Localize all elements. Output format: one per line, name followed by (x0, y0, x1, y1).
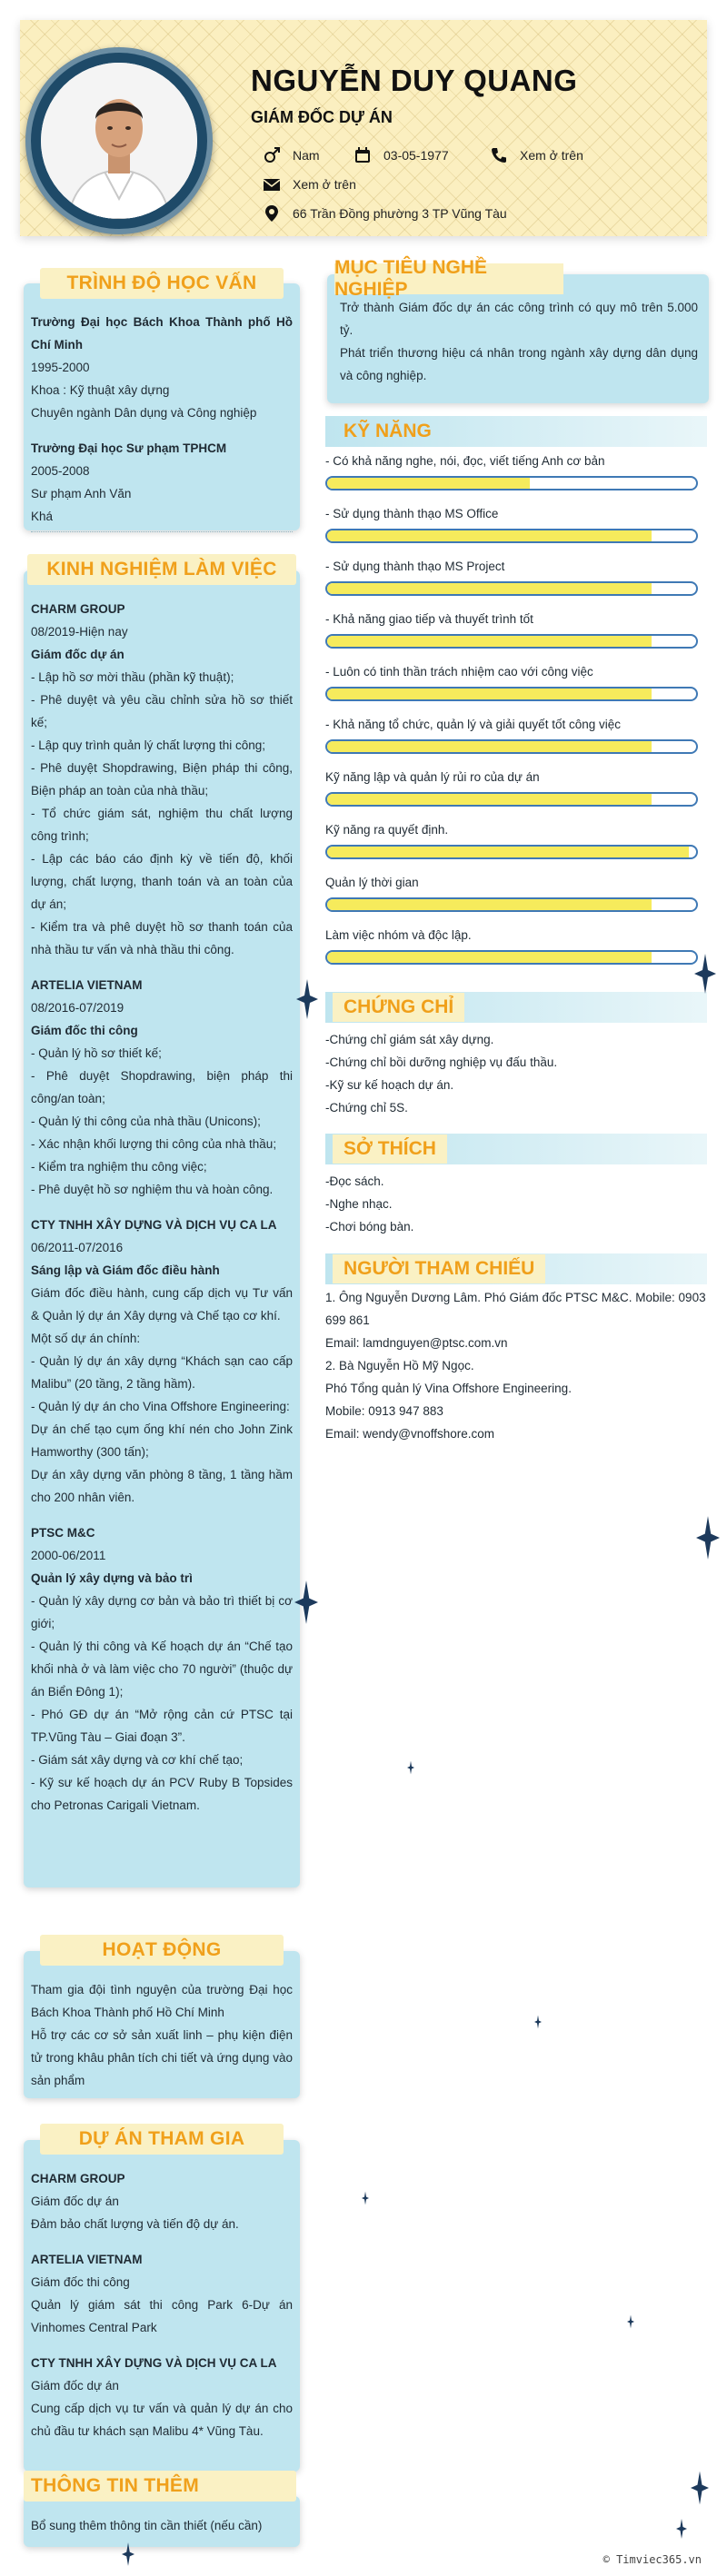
certificates-list (325, 1028, 707, 1119)
skill-bar (325, 634, 698, 649)
job-duty: - Quản lý thi công và Kế hoạch dự án “Chế tạo khối nhà ở và làm việc cho 70 người” (thuộc dự án Biển Đông 1); (31, 1640, 293, 1699)
job-duty: - Quản lý dự án cho Vina Offshore Engineering: (31, 1400, 290, 1413)
job-duty: - Phê duyệt Shopdrawing, Biện pháp thi công, Biện pháp an toàn của nhà thầu; (31, 761, 293, 798)
job-title: GIÁM ĐỐC DỰ ÁN (251, 108, 393, 126)
extra-section (24, 2496, 300, 2547)
skill-bar-fill (327, 478, 530, 489)
skill-bar-fill (327, 952, 652, 963)
goal-text: Trở thành Giám đốc dự án các công trình có quy mô trên 5.000 tỷ. (340, 301, 698, 337)
certificates-title-band (325, 992, 707, 1023)
reference-line: Mobile: 0913 947 883 (325, 1404, 443, 1418)
skill-label: Kỹ năng lập và quản lý rủi ro của dự án (325, 770, 540, 784)
skill-label: Kỹ năng ra quyết định. (325, 823, 449, 837)
reference-line: Phó Tổng quản lý Vina Offshore Engineering. (325, 1382, 572, 1395)
phone-value: Xem ở trên (520, 148, 583, 163)
job-duty: - Lập quy trình quản lý chất lượng thi công; (31, 738, 266, 752)
job-duty: - Phê duyệt Shopdrawing, biện pháp thi công/an toàn; (31, 1069, 293, 1105)
phone-icon (489, 145, 509, 165)
skill-bar-fill (327, 689, 652, 699)
skill-label: - Khả năng tổ chức, quản lý và giải quyết tốt công việc (325, 718, 621, 731)
education-section (24, 283, 300, 530)
job-duty: - Kỹ sư kế hoạch dự án PCV Ruby B Topsides cho Petronas Carigali Vietnam. (31, 1776, 293, 1812)
activity-text: Hỗ trợ các cơ sở sản xuất linh – phụ kiện điện tử trong khâu phân tích chi tiết và ứng dụng vào sản phẩm (31, 2028, 293, 2087)
job-period: 08/2019-Hiện nay (31, 625, 128, 639)
project-role: Giám đốc dự án (31, 2195, 119, 2208)
certificate-item: -Chứng chỉ 5S. (325, 1101, 408, 1115)
study-period: 1995-2000 (31, 361, 90, 374)
skill-bar-fill (327, 583, 652, 594)
footer-credit: © Timviec365.vn (603, 2553, 702, 2566)
job-role: Giám đốc thi công (31, 1024, 138, 1037)
job-duty: - Quản lý hồ sơ thiết kế; (31, 1046, 162, 1060)
hobby-item: -Đọc sách. (325, 1174, 384, 1188)
skill-bar-fill (327, 899, 652, 910)
skill-bar-fill (327, 530, 652, 541)
star-icon (296, 979, 318, 1019)
hobbies-title: SỞ THÍCH (333, 1134, 447, 1164)
job-duty: - Giám sát xây dựng và cơ khí chế tạo; (31, 1753, 244, 1767)
reference-line: 1. Ông Nguyễn Dương Lâm. Phó Giám đốc PTSC M&C. Mobile: 0903 699 861 (325, 1291, 706, 1327)
project-company: CTY TNHH XÂY DỰNG VÀ DỊCH VỤ CA LA (31, 2356, 277, 2370)
star-icon (362, 2191, 369, 2205)
address-value: 66 Trần Đồng phường 3 TP Vũng Tàu (293, 206, 507, 221)
project-company: CHARM GROUP (31, 2172, 125, 2185)
certificate-item: -Kỹ sư kế hoạch dự án. (325, 1078, 454, 1092)
reference-line: 2. Bà Nguyễn Hồ Mỹ Ngọc. (325, 1359, 474, 1372)
skill-bar (325, 792, 698, 807)
projects-title: DỰ ÁN THAM GIA (40, 2124, 284, 2155)
star-icon (691, 2467, 709, 2509)
skill-bar-fill (327, 636, 652, 647)
email-icon (262, 174, 282, 194)
activities-title: HOẠT ĐỘNG (40, 1935, 284, 1966)
email-value: Xem ở trên (293, 177, 356, 192)
reference-line: Email: lamdnguyen@ptsc.com.vn (325, 1336, 508, 1350)
hobbies-title-band (325, 1134, 707, 1164)
certificate-item: -Chứng chỉ giám sát xây dựng. (325, 1033, 494, 1046)
skill-bar (325, 581, 698, 596)
email-row (262, 174, 356, 194)
job-duty: - Phê duyệt và yêu cầu chỉnh sửa hồ sơ thiết kế; (31, 693, 293, 729)
project-desc: Cung cấp dịch vụ tư vấn và quản lý dự án cho chủ đầu tư khách sạn Malibu 4* Vũng Tàu. (31, 2402, 293, 2438)
skill-label: - Sử dụng thành thạo MS Project (325, 560, 505, 573)
skill-label: - Luôn có tinh thần trách nhiệm cao với công việc (325, 665, 593, 679)
address-row (262, 203, 507, 223)
gender-icon (262, 145, 282, 165)
job-role: Sáng lập và Giám đốc điều hành (31, 1263, 220, 1277)
skill-bar (325, 687, 698, 701)
job-duty: - Quản lý thi công của nhà thầu (Unicons); (31, 1115, 261, 1128)
experience-section (24, 570, 300, 1887)
hobbies-list (325, 1170, 707, 1238)
star-icon (534, 2015, 542, 2029)
study-detail: Khoa : Kỹ thuật xây dựng (31, 383, 170, 397)
skill-bar (325, 897, 698, 912)
skill-bar-fill (327, 741, 652, 752)
phone-row (489, 145, 583, 165)
avatar (25, 47, 213, 234)
skill-bar (325, 950, 698, 965)
certificates-title: CHỨNG CHỈ (333, 993, 464, 1022)
skill-label: - Sử dụng thành thạo MS Office (325, 507, 499, 520)
school-name: Trường Đại học Sư phạm TPHCM (31, 441, 227, 455)
star-icon (407, 1760, 414, 1775)
job-period: 08/2016-07/2019 (31, 1001, 124, 1015)
company-name: CTY TNHH XÂY DỰNG VÀ DỊCH VỤ CA LA (31, 1218, 277, 1232)
study-detail: Khá (31, 510, 54, 523)
school-name: Trường Đại học Bách Khoa Thành phố Hồ Chí Minh (31, 315, 293, 352)
company-name: ARTELIA VIETNAM (31, 978, 143, 992)
extra-title: THÔNG TIN THÊM (24, 2471, 296, 2502)
activities-section (24, 1951, 300, 2098)
skill-bar (325, 739, 698, 754)
project-desc: Quản lý giám sát thi công Park 6-Dự án Vinhomes Central Park (31, 2298, 293, 2334)
profile-photo (41, 63, 197, 219)
goal-text: Phát triển thương hiệu cá nhân trong ngành xây dựng dân dụng và công nghiệp. (340, 346, 698, 382)
job-duty: Một số dự án chính: (31, 1332, 141, 1345)
job-period: 2000-06/2011 (31, 1549, 106, 1562)
location-icon (262, 203, 282, 223)
skill-bar (325, 845, 698, 859)
job-duty: - Xác nhận khối lượng thi công của nhà thầu; (31, 1137, 277, 1151)
hobby-item: -Nghe nhạc. (325, 1197, 393, 1211)
job-period: 06/2011-07/2016 (31, 1241, 124, 1254)
company-name: PTSC M&C (31, 1526, 95, 1540)
star-icon (627, 2314, 634, 2329)
job-duty: - Tổ chức giám sát, nghiệm thu chất lượng công trình; (31, 807, 293, 843)
skill-label: Làm việc nhóm và độc lập. (325, 928, 472, 942)
job-duty: Dự án chế tạo cụm ống khí nén cho John Zink Hamworthy (300 tấn); (31, 1422, 293, 1459)
study-detail: Chuyên ngành Dân dụng và Công nghiệp (31, 406, 257, 420)
star-icon (294, 1579, 318, 1626)
goal-title: MỤC TIÊU NGHỀ NGHIỆP (334, 263, 563, 294)
job-duty: - Phê duyệt hồ sơ nghiệm thu và hoàn công. (31, 1183, 274, 1196)
birthdate-row (353, 145, 449, 165)
study-detail: Sư phạm Anh Văn (31, 487, 132, 500)
certificate-item: -Chứng chỉ bồi dưỡng nghiệp vụ đấu thầu. (325, 1055, 558, 1069)
job-duty: Dự án xây dựng văn phòng 8 tầng, 1 tầng hầm cho 200 nhân viên. (31, 1468, 293, 1504)
star-icon (694, 952, 716, 996)
project-role: Giám đốc dự án (31, 2379, 119, 2393)
activity-text: Tham gia đội tình nguyện của trường Đại học Bách Khoa Thành phố Hồ Chí Minh (31, 1983, 293, 2019)
skill-bar (325, 529, 698, 543)
skill-label: - Có khả năng nghe, nói, đọc, viết tiếng Anh cơ bản (325, 454, 605, 468)
project-desc: Đảm bảo chất lượng và tiến độ dự án. (31, 2217, 239, 2231)
skill-label: Quản lý thời gian (325, 876, 419, 889)
gender-value: Nam (293, 148, 320, 163)
job-duty: - Quản lý dự án xây dựng “Khách sạn cao cấp Malibu” (20 tầng, 2 tầng hầm). (31, 1354, 293, 1391)
job-duty: - Lập hồ sơ mời thầu (phần kỹ thuật); (31, 670, 234, 684)
job-duty: - Lập các báo cáo định kỳ về tiến độ, khối lượng, chất lượng, thanh toán và an toàn của dự án; (31, 852, 293, 911)
birthdate-value: 03-05-1977 (383, 148, 449, 163)
skill-bar-fill (327, 794, 652, 805)
references-list (325, 1286, 711, 1445)
gender-row (262, 145, 320, 165)
candidate-name: NGUYỄN DUY QUANG (251, 64, 578, 97)
project-role: Giám đốc thi công (31, 2275, 130, 2289)
education-title: TRÌNH ĐỘ HỌC VẤN (40, 268, 284, 299)
star-icon (696, 1515, 720, 1560)
references-title-band (325, 1253, 707, 1284)
calendar-icon (353, 145, 373, 165)
references-title: NGƯỜI THAM CHIẾU (333, 1254, 545, 1283)
experience-title: KINH NGHIỆM LÀM VIỆC (27, 554, 296, 585)
reference-line: Email: wendy@vnoffshore.com (325, 1427, 495, 1441)
extra-text: Bổ sung thêm thông tin cần thiết (nếu cần) (31, 2519, 263, 2532)
job-role: Quản lý xây dựng và bảo trì (31, 1571, 193, 1585)
skill-label: - Khả năng giao tiếp và thuyết trình tốt (325, 612, 533, 626)
project-company: ARTELIA VIETNAM (31, 2253, 143, 2266)
job-duty: - Kiểm tra và phê duyệt hồ sơ thanh toán của nhà thầu tư vấn và nhà thầu thi công. (31, 920, 293, 956)
job-duty: - Phó GĐ dự án “Mở rộng cản cứ PTSC tại TP.Vũng Tàu – Giai đoạn 3”. (31, 1708, 293, 1744)
skill-bar (325, 476, 698, 490)
job-duty: - Quản lý xây dựng cơ bản và bảo trì thiết bị cơ giới; (31, 1594, 293, 1630)
job-duty: - Kiểm tra nghiệm thu công việc; (31, 1160, 207, 1174)
hobby-item: -Chơi bóng bàn. (325, 1220, 414, 1234)
company-name: CHARM GROUP (31, 602, 125, 616)
job-role: Giám đốc dự án (31, 648, 124, 661)
job-duty: Giám đốc điều hành, cung cấp dịch vụ Tư vấn & Quản lý dự án Xây dựng và Chế tạo cơ khí. (31, 1286, 293, 1323)
star-icon (676, 2518, 687, 2540)
skill-bar-fill (327, 847, 689, 857)
projects-section (24, 2140, 300, 2472)
study-period: 2005-2008 (31, 464, 90, 478)
star-icon (122, 2541, 134, 2567)
skills-title: KỸ NĂNG (325, 416, 707, 447)
